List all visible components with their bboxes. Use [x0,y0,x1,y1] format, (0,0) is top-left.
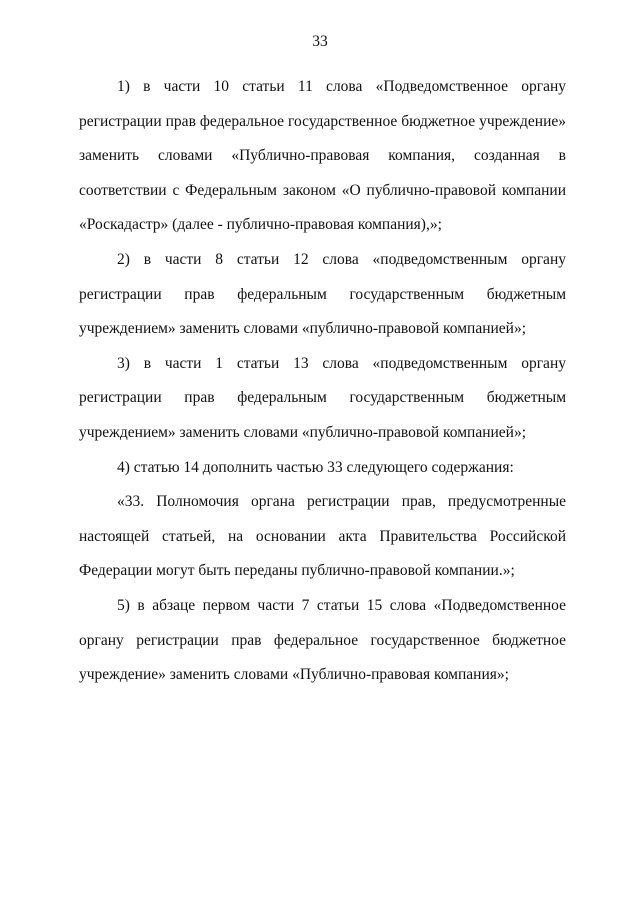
paragraph-quoted-part-33: «33. Полномочия органа регистрации прав, предусмотренные настоящей статьей, на основании акта Правительства Российской Федерации могут быть переданы публично-правовой компании.»; [79,493,566,580]
page-number: 33 [312,33,328,50]
paragraph-item-4: 4) статью 14 дополнить частью 33 следующего содержания: [117,458,514,476]
paragraph-item-5: 5) в абзаце первом части 7 статьи 15 слова «Подведомственное органу регистрации прав федеральное государственное бюджетное учреждение» заменить словами «Публично-правовая компания»; [79,596,566,684]
paragraph-item-3: 3) в части 1 статьи 13 слова «подведомственным органу регистрации прав федеральным государственным бюджетным учреждением» заменить словами «публично-правовой компанией»; [79,354,566,441]
paragraph-item-2: 2) в части 8 статьи 12 слова «подведомственным органу регистрации прав федеральным государственным бюджетным учреждением» заменить словами «публично-правовой компанией»; [79,250,566,338]
document-body [79,70,566,693]
paragraph-item-1: 1) в части 10 статьи 11 слова «Подведомственное органу регистрации прав федеральное государственное бюджетное учреждение» заменить словами «Публично-правовая компания, созданная в соответствии с Федеральным законом «О публично-правовой компании «Роскадастр» (далее - публично-правовая компания),»; [79,78,566,234]
